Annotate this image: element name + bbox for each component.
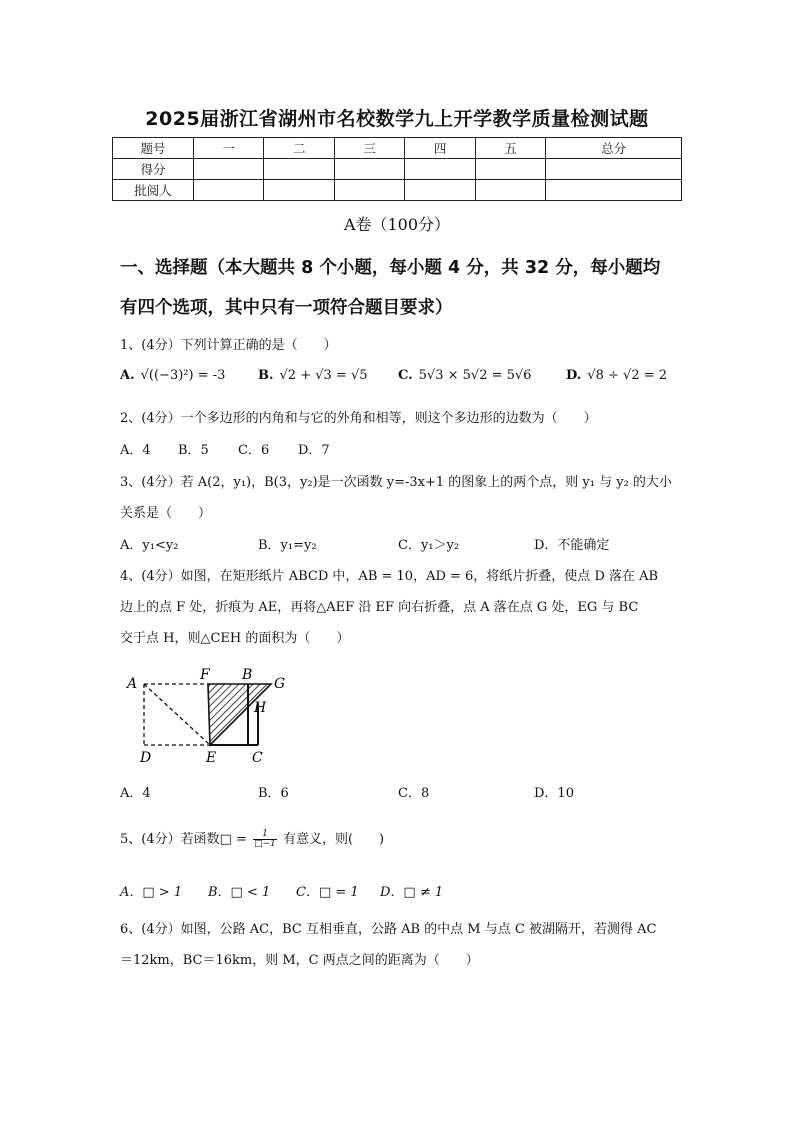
table-cell	[546, 180, 682, 201]
option-text: √((−3)²) = -3	[140, 368, 226, 383]
question-2-options	[120, 439, 680, 465]
table-cell	[546, 159, 682, 180]
fold-line-ae-dashed	[144, 684, 210, 745]
label-d: D	[140, 750, 152, 766]
question-5-stem	[120, 828, 384, 849]
table-cell	[475, 159, 545, 180]
option-text: √2 + √3 = √5	[279, 368, 368, 383]
option-label: B.	[258, 368, 274, 383]
fraction-denominator: □−1	[254, 839, 276, 849]
label-f: F	[200, 668, 210, 683]
label-a: A	[127, 676, 138, 692]
question-1-options	[120, 368, 680, 394]
label-b: B	[242, 668, 253, 683]
score-table	[112, 137, 682, 201]
fraction-numerator: 1	[253, 830, 277, 840]
option-a: A．4	[120, 786, 151, 801]
option-label: D.	[566, 368, 582, 383]
question-6-stem-line-2: ＝12km，BC＝16km，则 M，C 两点之间的距离为（ ）	[120, 953, 479, 968]
question-5-options	[120, 881, 680, 907]
fold-diagram	[120, 668, 300, 768]
option-c: C．y₁＞y₂	[398, 538, 460, 553]
question-6-stem-line-1: 6、(4分）如图，公路 AC，BC 互相垂直，公路 AB 的中点 M 与点 C 被湖隔开，若测得 AC	[120, 922, 657, 937]
label-h: H	[254, 700, 267, 716]
table-cell	[405, 159, 475, 180]
table-cell	[194, 180, 264, 201]
option-b: B．y₁=y₂	[258, 538, 317, 553]
question-2-stem: 2、(4分）一个多边形的内角和与它的外角和相等，则这个多边形的边数为（ ）	[120, 411, 597, 426]
table-cell: 二	[264, 138, 334, 159]
option-c	[398, 368, 531, 383]
label-g: G	[274, 676, 286, 692]
question-3-options	[120, 534, 680, 560]
option-d	[566, 368, 667, 383]
option-d: D．10	[534, 786, 574, 801]
table-cell: 一	[194, 138, 264, 159]
section-heading-line-1: 一、选择题（本大题共 8 个小题，每小题 4 分，共 32 分，每小题均	[120, 258, 661, 278]
question-4-options	[120, 782, 680, 808]
table-cell	[264, 159, 334, 180]
option-d: D．不能确定	[534, 538, 610, 553]
option-label: A.	[120, 368, 135, 383]
label-c: C	[252, 750, 263, 766]
label-e: E	[206, 750, 217, 766]
question-4-stem-line-3: 交于点 H，则△CEH 的面积为（ ）	[120, 631, 350, 646]
option-c: C．6	[238, 443, 270, 458]
stem-suffix: 有意义，则( )	[282, 832, 385, 847]
volume-label: A卷（100分）	[343, 215, 451, 234]
table-cell: 三	[334, 138, 404, 159]
option-b: B．□ < 1	[208, 885, 271, 900]
table-cell: 批阅人	[113, 180, 194, 201]
option-b: B．6	[258, 786, 289, 801]
table-cell	[334, 159, 404, 180]
table-cell	[334, 180, 404, 201]
table-cell	[405, 180, 475, 201]
page-title: 2025届浙江省湖州市名校数学九上开学教学质量检测试题	[145, 108, 649, 130]
table-cell: 得分	[113, 159, 194, 180]
table-cell: 四	[405, 138, 475, 159]
table-cell	[264, 180, 334, 201]
option-a: A．4	[120, 443, 151, 458]
question-3-stem-line-2: 关系是（ ）	[120, 506, 212, 521]
table-cell: 五	[475, 138, 545, 159]
question-3-stem-line-1: 3、(4分）若 A(2，y₁)，B(3，y₂)是一次函数 y=-3x+1 的图象上的两个点，则 y₁ 与 y₂ 的大小	[120, 475, 672, 490]
option-c: C．8	[398, 786, 430, 801]
option-text: √8 ÷ √2 = 2	[587, 368, 668, 383]
option-a	[120, 368, 225, 383]
table-cell	[475, 180, 545, 201]
table-cell: 总分	[546, 138, 682, 159]
fraction	[253, 830, 277, 849]
option-a: A．□ > 1	[120, 885, 183, 900]
option-label: C.	[398, 368, 413, 383]
option-d: D．7	[298, 443, 330, 458]
option-b	[258, 368, 368, 383]
section-heading-line-2: 有四个选项，其中只有一项符合题目要求）	[120, 298, 453, 318]
option-a: A．y₁<y₂	[120, 538, 179, 553]
option-text: 5√3 × 5√2 = 5√6	[418, 368, 532, 383]
option-b: B．5	[178, 443, 209, 458]
option-c: C．□ = 1	[296, 885, 359, 900]
question-4-stem-line-1: 4、(4分）如图，在矩形纸片 ABCD 中，AB = 10，AD = 6，将纸片折叠，使点 D 落在 AB	[120, 569, 659, 584]
option-d: D．□ ≠ 1	[380, 885, 444, 900]
stem-prefix: 5、(4分）若函数□ =	[120, 832, 247, 847]
table-cell	[194, 159, 264, 180]
question-4-stem-line-2: 边上的点 F 处，折痕为 AE，再将△AEF 沿 EF 向右折叠，点 A 落在点 G 处，EG 与 BC	[120, 600, 639, 615]
table-cell: 题号	[113, 138, 194, 159]
question-1-stem: 1、(4分）下列计算正确的是（ ）	[120, 338, 337, 353]
score-table-header-row	[113, 138, 682, 159]
score-table-row	[113, 180, 682, 201]
score-table-row	[113, 159, 682, 180]
